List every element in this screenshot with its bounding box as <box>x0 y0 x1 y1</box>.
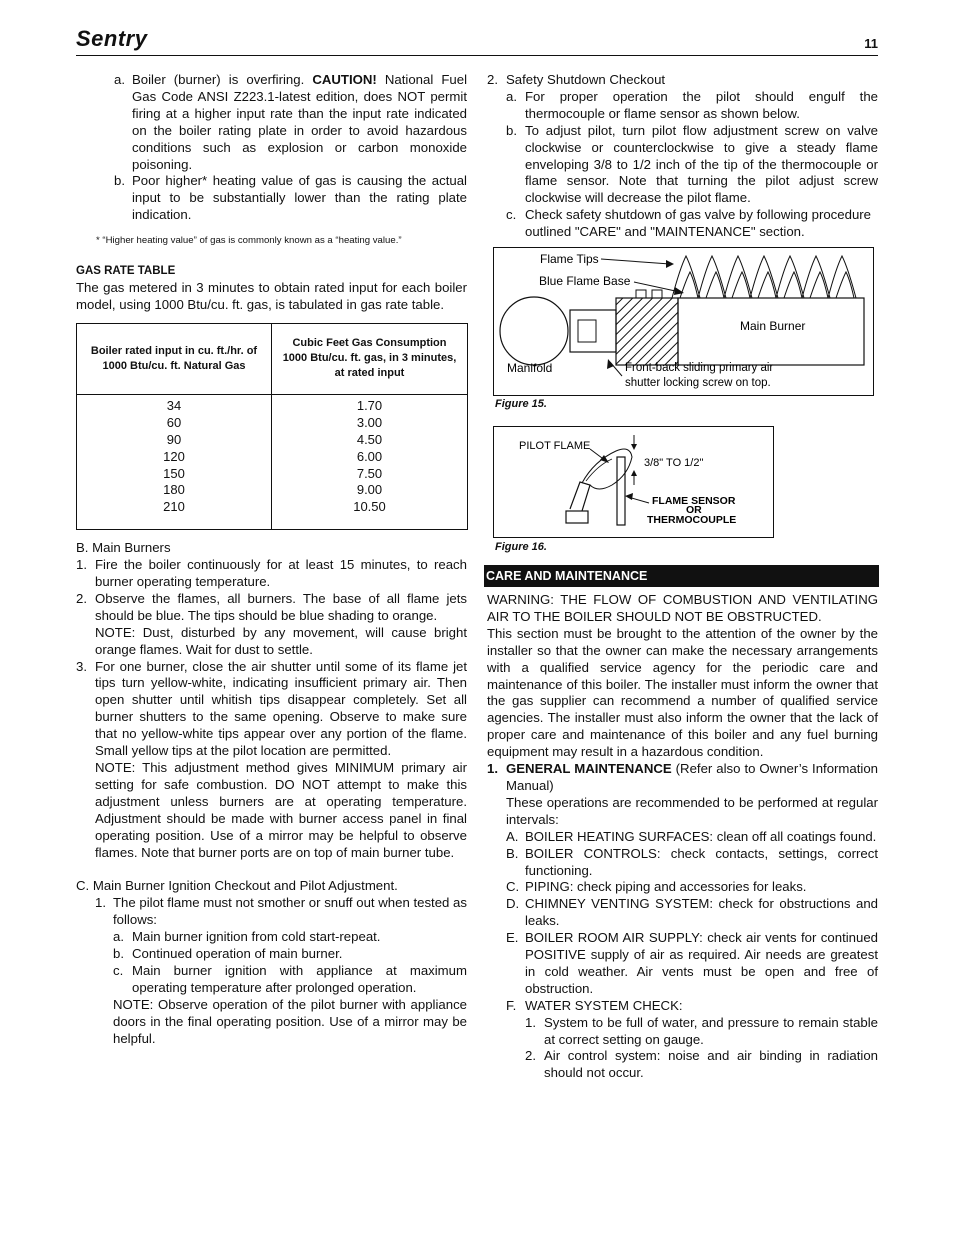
label-main-burner: Main Burner <box>740 319 806 333</box>
list-item: A. BOILER HEATING SURFACES: clean off all coatings found. <box>506 828 877 844</box>
inner-flame <box>784 272 802 298</box>
thermocouple-rod <box>617 457 625 525</box>
left-column <box>76 72 467 1048</box>
label-shutter-line1: Front-back sliding primary air <box>625 362 774 374</box>
flame <box>776 256 804 298</box>
safety-step-a: a. For proper operation the pilot should engulf the thermocouple or flame sensor as shown below. <box>506 88 878 121</box>
list-item: 1. System to be full of water, and pressure to remain stable at correct setting on gauge. <box>525 1014 878 1047</box>
port-bump <box>636 290 646 298</box>
ignition-step-1c: c. Main burner ignition with appliance at maximum operating temperature after prolonged operation. <box>113 962 467 995</box>
list-item: E. BOILER ROOM AIR SUPPLY: check air vents for continued POSITIVE supply of air as required. Air needs are greatest in cold weather. Air vents must be open and free of obstruction. <box>506 930 878 996</box>
ignition-step-1b: b. Continued operation of main burner. <box>113 946 343 962</box>
figure-16-pilot-diagram <box>493 426 774 538</box>
pilot-base <box>566 511 588 523</box>
pilot-tube <box>570 482 590 511</box>
table-row <box>77 394 468 529</box>
list-item: B. BOILER CONTROLS: check contacts, settings, correct functioning. <box>506 845 878 878</box>
label-thermocouple: THERMOCOUPLE <box>647 514 737 526</box>
table-header-consumption: Cubic Feet Gas Consumption 1000 Btu/cu. ft. gas, in 3 minutes, at rated input <box>272 323 468 394</box>
shutter-slot <box>578 320 596 342</box>
primary-air-shutter-hatch <box>616 298 678 365</box>
flame <box>750 256 778 298</box>
label-shutter-line2: shutter locking screw on top. <box>625 377 771 389</box>
main-burner-step-3-note: NOTE: This adjustment method gives MINIMUM primary air setting for safe combustion. DO NOT attempt to make this adjustment unless burners are at operating temperature. Adjustment should be made with burner access panel in final operating position. Use of a mirror may be helpful to observe flames. Note that burner ports are on top of main burner tube. <box>95 760 467 860</box>
general-maintenance-intro: These operations are recommended to be performed at regular intervals: <box>506 794 878 827</box>
inner-flame <box>758 272 776 298</box>
label-blue-flame-base: Blue Flame Base <box>539 274 631 288</box>
arrow-head <box>625 493 633 500</box>
inner-flame <box>706 272 724 298</box>
list-item: F. WATER SYSTEM CHECK: <box>506 997 683 1013</box>
flame <box>724 256 752 298</box>
care-body: This section must be brought to the attention of the owner by the installer so that the owner can make the necessary arrangements with a qualified service agency for the periodic care and maintenance of this boiler. The installer must inform the owner that the gas supplier can recommend a number of qualified service agencies. The installer must also inform the owner that the lack of proper care and maintenance of this boiler and any fuel burning equipment may result in a hazardous condition. <box>487 625 878 760</box>
page-number: 11 <box>864 36 878 51</box>
overfiring-item: a. Boiler (burner) is overfiring. CAUTION! National Fuel Gas Code ANSI Z223.1-latest edition, does NOT permit firing at a higher input rate than the input rate indicated on the boiler rating plate in order to avoid hazardous conditions such as explosion or carbon monoxide poisoning. <box>114 72 467 172</box>
caution-label: CAUTION! <box>312 72 377 87</box>
arrow-head <box>600 455 609 463</box>
flame <box>698 256 726 298</box>
label-or: OR <box>686 504 702 516</box>
label-pilot-flame: PILOT FLAME <box>519 440 591 452</box>
input-values: 34 60 90 120 150 180 210 <box>77 394 272 529</box>
flame <box>802 256 830 298</box>
right-column-top <box>487 72 878 241</box>
ignition-step-1: 1. The pilot flame must not smother or snuff out when tested as follows: <box>95 895 467 928</box>
header-rule <box>76 55 878 56</box>
burner-diagram-svg <box>494 248 873 395</box>
right-column-bottom <box>487 592 878 1082</box>
gas-rate-table <box>76 323 468 530</box>
manifold-circle <box>500 297 568 365</box>
label-dimension: 3/8" TO 1/2" <box>644 457 704 469</box>
flame <box>828 256 856 298</box>
flame-tips-group <box>672 256 856 298</box>
list-item: 2. Air control system: noise and air binding in radiation should not occur. <box>525 1048 878 1081</box>
poor-heating-value-item: b. Poor higher* heating value of gas is causing the actual input to be substantially lower than the rating plate indication. <box>114 173 467 223</box>
footnote: * “Higher heating value” of gas is commonly known as a “heating value.” <box>96 235 402 247</box>
general-maintenance-title: GENERAL MAINTENANCE <box>506 761 672 777</box>
main-burner-step-3: 3. For one burner, close the air shutter until some of its flame jet tips turn yellow-white, indicating insufficient primary air. Then open shutter until whitish tips disappear completely. Set all burner shutters to the same opening. Observe to make sure that no yellow-white tips appear over any portion of the flame. Small yellow tips at the pilot location are permitted. NOTE: This adjustment method gives MINIMUM primary air setting for safe combustion. DO NOT attempt to make this adjustment unless burners are at operating temperature. Adjustment should be made with burner access panel in final operating position. Use of a mirror may be helpful to observe flames. Note that burner ports are on top of main burner tube. <box>76 658 467 860</box>
port-bump <box>652 290 662 298</box>
gas-rate-intro: The gas metered in 3 minutes to obtain rated input for each boiler model, using 1000 Btu/cu. ft. gas, is tabulated in gas rate table. <box>76 280 467 312</box>
care-warning: WARNING: THE FLOW OF COMBUSTION AND VENTILATING AIR TO THE BOILER SHOULD NOT BE OBSTRUCTED. <box>487 592 878 624</box>
figure-16-caption: Figure 16. <box>495 541 547 553</box>
brand-logo-text: Sentry <box>76 26 148 51</box>
table-header-input: Boiler rated input in cu. ft./hr. of 1000 Btu/cu. ft. Natural Gas <box>77 323 272 394</box>
ignition-checkout-heading: C. Main Burner Ignition Checkout and Pilot Adjustment. <box>76 878 398 894</box>
safety-step-b: b. To adjust pilot, turn pilot flow adjustment screw on valve clockwise or counterclockwise to give a steady flame enveloping 3/8 to 1/2 inch of the tip of the thermocouple or flame sensor. Note that turning the pilot adjust screw clockwise will decrease the pilot flame. <box>506 122 878 206</box>
ignition-note: NOTE: Observe operation of the pilot burner with appliance doors in the final operating position. Use of a mirror may be helpful. <box>113 996 467 1046</box>
label-flame-sensor: FLAME SENSOR <box>652 495 736 507</box>
arrow-head <box>666 260 674 268</box>
safety-step-c: c. Check safety shutdown of gas valve by following procedure outlined "CARE" and "MAINTENANCE" section. <box>506 207 871 240</box>
ignition-step-1a: a. Main burner ignition from cold start-repeat. <box>113 929 381 945</box>
main-burner-step-2: 2. Observe the flames, all burners. The base of all flame jets should be blue. The tips should be blue shading to orange. NOTE: Dust, disturbed by any movement, will cause bright orange flames. Wait for dust to settle. <box>76 590 467 657</box>
gas-rate-heading: GAS RATE TABLE <box>76 265 176 278</box>
inner-flame <box>680 272 698 298</box>
care-maintenance-heading: CARE AND MAINTENANCE <box>484 565 879 587</box>
label-flame-tips: Flame Tips <box>540 252 599 266</box>
arrow-head <box>607 359 614 369</box>
main-burner-step-1: 1. Fire the boiler continuously for at least 15 minutes, to reach burner operating temperature. <box>76 557 467 590</box>
flame-tips-leader <box>601 259 670 264</box>
figure-15-caption: Figure 15. <box>495 398 547 410</box>
list-item: D. CHIMNEY VENTING SYSTEM: check for obstructions and leaks. <box>506 896 878 929</box>
figure-15-burner-diagram <box>493 247 874 396</box>
inner-flame <box>836 272 854 298</box>
main-burner-step-2-note: NOTE: Dust, disturbed by any movement, will cause bright orange flames. Wait for dust to settle. <box>95 624 467 657</box>
consumption-values: 1.70 3.00 4.50 6.00 7.50 9.00 10.50 <box>272 394 468 529</box>
inner-flame <box>810 272 828 298</box>
main-burners-heading: B. Main Burners <box>76 540 171 556</box>
arrow-head <box>631 470 637 476</box>
general-maintenance: 1. GENERAL MAINTENANCE (Refer also to Owner’s Information Manual) These operations are recommended to be performed at regular intervals: <box>487 761 878 827</box>
list-item: C. PIPING: check piping and accessories for leaks. <box>506 879 807 895</box>
pilot-diagram-svg <box>494 427 773 537</box>
shutter-body <box>570 310 616 352</box>
inner-flame <box>732 272 750 298</box>
label-manifold: Manifold <box>507 361 553 375</box>
safety-shutdown-heading: 2. Safety Shutdown Checkout <box>487 72 666 87</box>
arrow-head <box>631 444 637 450</box>
